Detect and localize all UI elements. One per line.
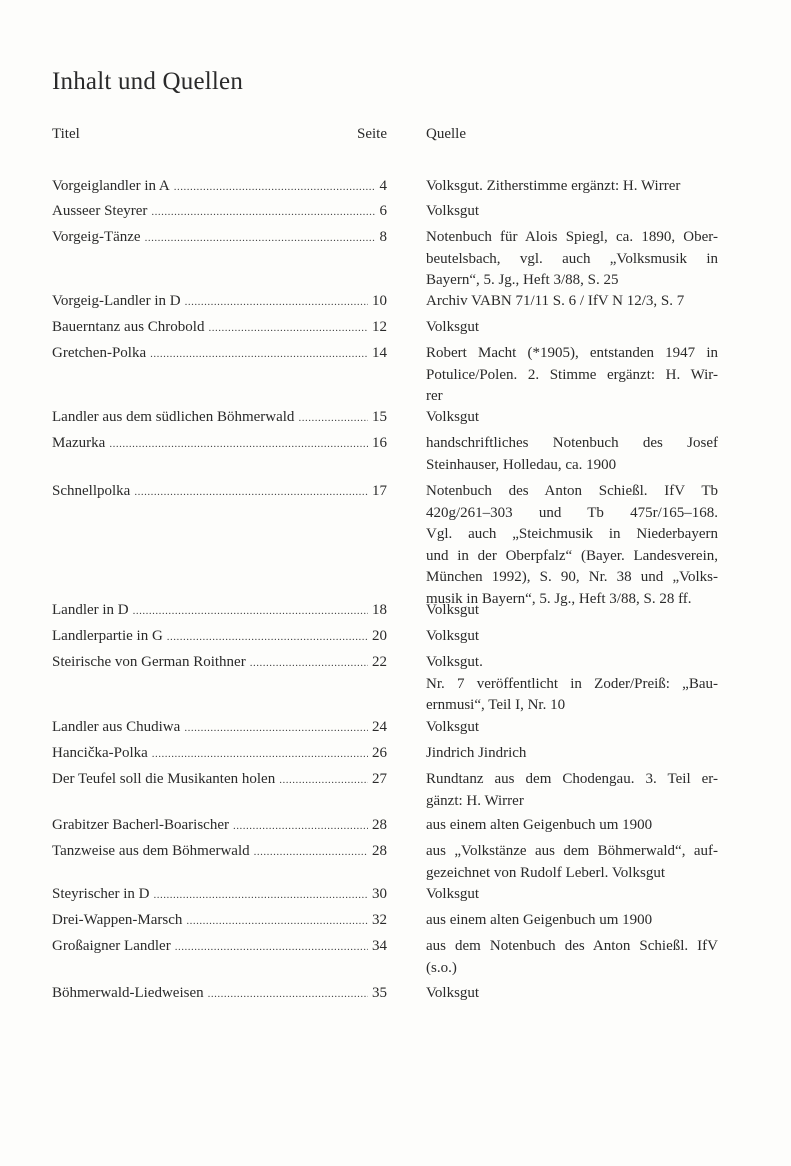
entry-page-number: 34 — [372, 938, 387, 954]
toc-line — [52, 407, 387, 430]
dot-leader — [254, 842, 368, 864]
toc-line — [52, 910, 387, 933]
source-line: Steinhauser, Holledau, ca. 1900 — [426, 456, 617, 473]
source-line: Volksgut — [426, 719, 480, 735]
toc-line — [52, 227, 387, 250]
entry-title: Vorgeig-Tänze — [52, 229, 141, 245]
source-line: Archiv VABN 71/11 S. 6 / IfV N 12/3, S. 7 — [426, 293, 685, 309]
entry-page-number: 24 — [372, 719, 387, 735]
source-line: Volksgut. Zitherstimme ergänzt: H. Wirrer — [426, 178, 681, 194]
toc-line — [52, 936, 387, 959]
entry-title: Gretchen-Polka — [52, 345, 147, 361]
source-line: Volksgut — [426, 886, 480, 902]
entry-page-number: 27 — [372, 771, 387, 787]
source-line: Notenbuch des Anton Schießl. IfV Tb — [426, 483, 718, 499]
entry-source — [426, 815, 718, 837]
entry-page-number: 4 — [379, 178, 387, 194]
toc-line — [52, 481, 387, 504]
source-line: Bayern“, 5. Jg., Heft 3/88, S. 25 — [426, 272, 619, 288]
page-title: Inhalt und Quellen — [52, 68, 244, 95]
dot-leader — [174, 177, 376, 199]
toc-line — [52, 176, 387, 199]
entry-source — [426, 983, 718, 1005]
entry-title: Steyrischer in D — [52, 886, 150, 902]
toc-line — [52, 317, 387, 340]
source-line: aus einem alten Geigenbuch um 1900 — [426, 817, 653, 833]
entry-source — [426, 717, 718, 739]
entry-source — [426, 227, 718, 292]
entry-title: Böhmerwald-Liedweisen — [52, 985, 204, 1001]
dot-leader — [134, 482, 368, 504]
toc-line — [52, 769, 387, 792]
toc-line — [52, 201, 387, 224]
entry-source — [426, 481, 718, 610]
entry-title: Großaigner Landler — [52, 938, 171, 954]
column-header-page: Seite — [357, 126, 387, 142]
entry-source — [426, 407, 718, 429]
entry-source — [426, 176, 718, 198]
entry-source — [426, 936, 718, 979]
toc-line — [52, 815, 387, 838]
entry-page-number: 22 — [372, 654, 387, 670]
entry-page-number: 12 — [372, 319, 387, 335]
source-line: Potulice/Polen. 2. Stimme ergänzt: H. Wir- — [426, 366, 718, 383]
source-line: Volksgut — [426, 409, 480, 425]
source-line: ernmusi“, Teil I, Nr. 10 — [426, 697, 566, 713]
entry-source — [426, 841, 718, 884]
toc-line — [52, 652, 387, 675]
entry-page-number: 14 — [372, 345, 387, 361]
entry-page-number: 26 — [372, 745, 387, 761]
entry-page-number: 6 — [379, 203, 387, 219]
entry-title: Schnellpolka — [52, 483, 131, 499]
toc-line — [52, 884, 387, 907]
entry-source — [426, 884, 718, 906]
entry-source — [426, 626, 718, 648]
dot-leader — [167, 627, 368, 649]
entry-page-number: 18 — [372, 602, 387, 618]
dot-leader — [133, 601, 368, 623]
entry-title: Der Teufel soll die Musikanten holen — [52, 771, 276, 787]
dot-leader — [233, 816, 368, 838]
entry-source — [426, 201, 718, 223]
entry-source — [426, 910, 718, 932]
source-line: Robert Macht (*1905), entstanden 1947 in — [426, 345, 718, 361]
dot-leader — [153, 885, 368, 907]
dot-leader — [151, 202, 375, 224]
entry-title: Grabitzer Bacherl-Boarischer — [52, 817, 229, 833]
dot-leader — [150, 344, 368, 366]
column-header-title: Titel — [52, 126, 80, 142]
entry-page-number: 20 — [372, 628, 387, 644]
toc-line — [52, 343, 387, 366]
entry-source — [426, 433, 718, 476]
source-line: Volksgut. — [426, 654, 483, 670]
toc-line — [52, 626, 387, 649]
source-line: München 1992), S. 90, Nr. 38 und „Volks- — [426, 569, 718, 585]
entry-title: Hancička-Polka — [52, 745, 148, 761]
entry-title: Mazurka — [52, 435, 106, 451]
entry-page-number: 10 — [372, 293, 387, 309]
entry-title: Tanzweise aus dem Böhmerwald — [52, 843, 250, 859]
source-line: (s.o.) — [426, 959, 457, 976]
source-line: handschriftliches Notenbuch des Josef — [426, 435, 718, 451]
entry-source — [426, 317, 718, 339]
toc-line — [52, 433, 387, 456]
source-line: aus dem Notenbuch des Anton Schießl. IfV — [426, 938, 718, 954]
source-line: Volksgut — [426, 628, 480, 644]
dot-leader — [250, 653, 368, 675]
dot-leader — [279, 770, 368, 792]
toc-line — [52, 291, 387, 314]
source-line: 420g/261–303 und Tb 475r/165–168. — [426, 504, 718, 521]
source-line: Jindrich Jindrich — [426, 745, 527, 761]
source-line: Nr. 7 veröffentlicht in Zoder/Preiß: „Bau- — [426, 675, 718, 692]
entry-source — [426, 343, 718, 408]
source-line: rer — [426, 388, 443, 404]
dot-leader — [184, 718, 368, 740]
entry-page-number: 32 — [372, 912, 387, 928]
source-line: Volksgut — [426, 985, 480, 1001]
source-line: musik in Bayern“, 5. Jg., Heft 3/88, S. 28 ff. — [426, 590, 692, 607]
dot-leader — [145, 228, 376, 250]
entry-page-number: 30 — [372, 886, 387, 902]
entry-page-number: 17 — [372, 483, 387, 499]
column-header-source: Quelle — [426, 126, 466, 142]
source-line: gänzt: H. Wirrer — [426, 792, 524, 809]
source-line: beutelsbach, vgl. auch „Volksmusik in — [426, 250, 718, 267]
toc-line — [52, 717, 387, 740]
source-line: aus einem alten Geigenbuch um 1900 — [426, 912, 653, 928]
dot-leader — [175, 937, 368, 959]
entry-title: Drei-Wappen-Marsch — [52, 912, 183, 928]
dot-leader — [186, 911, 368, 933]
toc-line — [52, 841, 387, 864]
entry-title: Landler aus Chudiwa — [52, 719, 181, 735]
entry-source — [426, 743, 718, 765]
entry-page-number: 16 — [372, 435, 387, 451]
source-line: Rundtanz aus dem Chodengau. 3. Teil er- — [426, 771, 718, 787]
entry-page-number: 35 — [372, 985, 387, 1001]
toc-line — [52, 600, 387, 623]
source-line: und in der Oberpfalz“ (Bayer. Landesverein, — [426, 547, 718, 564]
entry-title: Vorgeig-Landler in D — [52, 293, 181, 309]
entry-title: Bauerntanz aus Chrobold — [52, 319, 205, 335]
entry-source — [426, 291, 718, 313]
entry-title: Landler in D — [52, 602, 129, 618]
entry-title: Landlerpartie in G — [52, 628, 163, 644]
dot-leader — [109, 434, 368, 456]
dot-leader — [208, 984, 368, 1006]
entry-title: Ausseer Steyrer — [52, 203, 148, 219]
dot-leader — [208, 318, 368, 340]
source-line: Volksgut — [426, 203, 480, 219]
entry-source — [426, 600, 718, 622]
entry-source — [426, 769, 718, 812]
source-line: Volksgut — [426, 319, 480, 335]
entry-source — [426, 652, 718, 717]
toc-line — [52, 743, 387, 766]
toc-line — [52, 983, 387, 1006]
entry-page-number: 15 — [372, 409, 387, 425]
entry-page-number: 28 — [372, 843, 387, 859]
source-line: Volksgut — [426, 602, 480, 618]
entry-title: Landler aus dem südlichen Böhmerwald — [52, 409, 295, 425]
entry-page-number: 8 — [379, 229, 387, 245]
entry-title: Steirische von German Roithner — [52, 654, 246, 670]
entry-title: Vorgeiglandler in A — [52, 178, 170, 194]
source-line: aus „Volkstänze aus dem Böhmerwald“, auf- — [426, 843, 718, 859]
source-line: Notenbuch für Alois Spiegl, ca. 1890, Ober- — [426, 229, 718, 245]
entry-page-number: 28 — [372, 817, 387, 833]
dot-leader — [152, 744, 368, 766]
source-line: gezeichnet von Rudolf Leberl. Volksgut — [426, 864, 665, 881]
source-line: Vgl. auch „Steichmusik in Niederbayern — [426, 526, 718, 542]
dot-leader — [298, 408, 368, 430]
dot-leader — [185, 292, 368, 314]
